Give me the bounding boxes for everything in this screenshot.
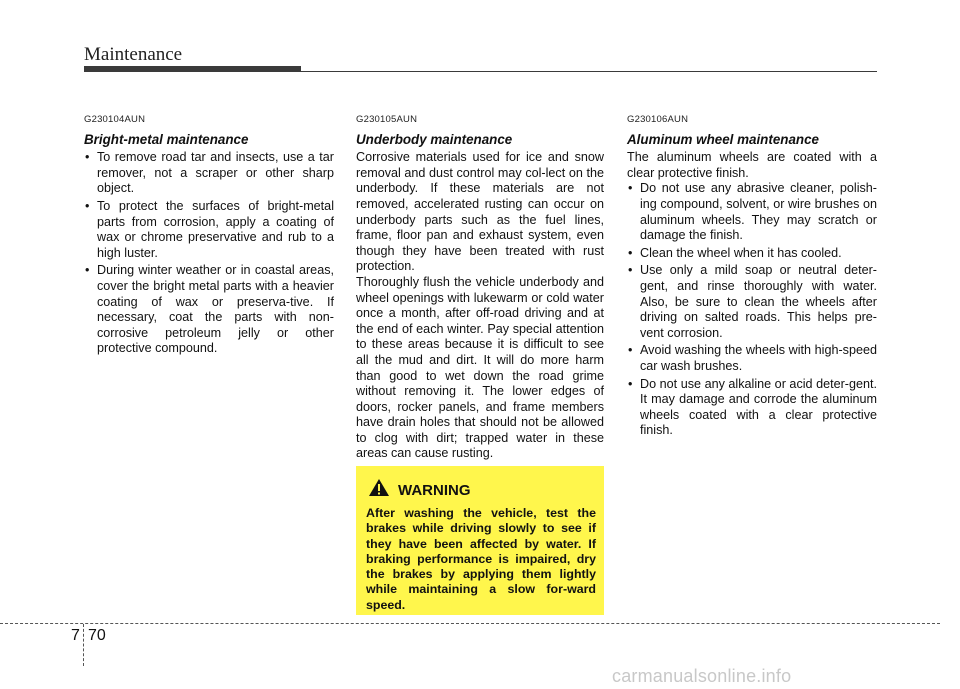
intro-paragraph: The aluminum wheels are coated with a clear protective finish. — [627, 150, 877, 180]
column-bright-metal — [84, 112, 334, 359]
footer-dashed-rule — [0, 623, 940, 624]
paragraph: Corrosive materials used for ice and snow removal and dust control may col-lect on the underbody. If these materials are not removed, accelerated rusting can occur on underbody parts such as the fuel lines, frame, floor pan and exhaust system, even though they have been treated with rust protection. — [356, 150, 604, 274]
bullet-list — [627, 181, 877, 439]
section-code: G230105AUN — [356, 114, 418, 125]
page-section-title: Maintenance — [84, 44, 183, 65]
bullet-list — [84, 150, 334, 357]
bullet-item: • Do not use any alkaline or acid deter-gent. It may damage and corrode the aluminum wheels coated with a clear protective finish. — [627, 377, 877, 439]
section-heading: Aluminum wheel maintenance — [627, 131, 819, 147]
chapter-number: 7 — [71, 627, 80, 644]
bullet-item: • To protect the surfaces of bright-metal parts from corrosion, apply a coating of wax or chrome preservative and rub to a high luster. — [84, 199, 334, 261]
footer-divider — [83, 624, 84, 666]
warning-text: After washing the vehicle, test the brakes while driving slowly to see if they have been affected by water. If braking performance is impaired, dry the brakes by applying them lightly while maintaining a slow for-ward speed. — [366, 506, 596, 612]
section-heading: Bright-metal maintenance — [84, 131, 249, 147]
warning-box — [356, 466, 604, 615]
bullet-item: • Do not use any abrasive cleaner, polish-ing compound, solvent, or wire brushes on aluminum wheels. They may scratch or damage the finish. — [627, 181, 877, 243]
column-aluminum-wheel — [627, 112, 877, 441]
page-number: 70 — [88, 627, 106, 644]
warning-title: WARNING — [398, 481, 471, 499]
paragraph: Thoroughly flush the vehicle underbody and wheel openings with lukewarm or cold water once a month, after off-road driving and at the end of each winter. Pay special attention to these areas because it is difficult to see all the mud and dirt. It will do more harm than good to wet down the road grime without removing it. The lower edges of doors, rocker panels, and frame members have drain holes that should not be allowed to clog with dirt; trapped water in these areas can cause rusting. — [356, 274, 604, 461]
column-underbody — [356, 112, 604, 462]
section-code: G230106AUN — [627, 114, 689, 125]
bullet-item: • During winter weather or in coastal areas, cover the bright metal parts with a heavier coating of wax or preserva-tive. If necessary, coat the parts with non-corrosive petroleum jelly or other protective compound. — [84, 263, 334, 357]
warning-triangle-icon — [368, 478, 390, 502]
bullet-item: • Use only a mild soap or neutral deter-gent, and rinse thoroughly with water. Also, be sure to clean the wheels after driving on salted roads. This helps pre-vent corrosion. — [627, 263, 877, 341]
header-rule — [84, 71, 877, 72]
section-heading: Underbody maintenance — [356, 131, 513, 147]
bullet-item: • Avoid washing the wheels with high-speed car wash brushes. — [627, 343, 877, 374]
section-code: G230104AUN — [84, 114, 146, 125]
watermark: carmanualsonline.info — [612, 666, 792, 686]
warning-header — [368, 478, 596, 502]
bullet-item: • To remove road tar and insects, use a tar remover, not a scraper or other sharp object. — [84, 150, 334, 197]
bullet-item: • Clean the wheel when it has cooled. — [627, 246, 877, 262]
